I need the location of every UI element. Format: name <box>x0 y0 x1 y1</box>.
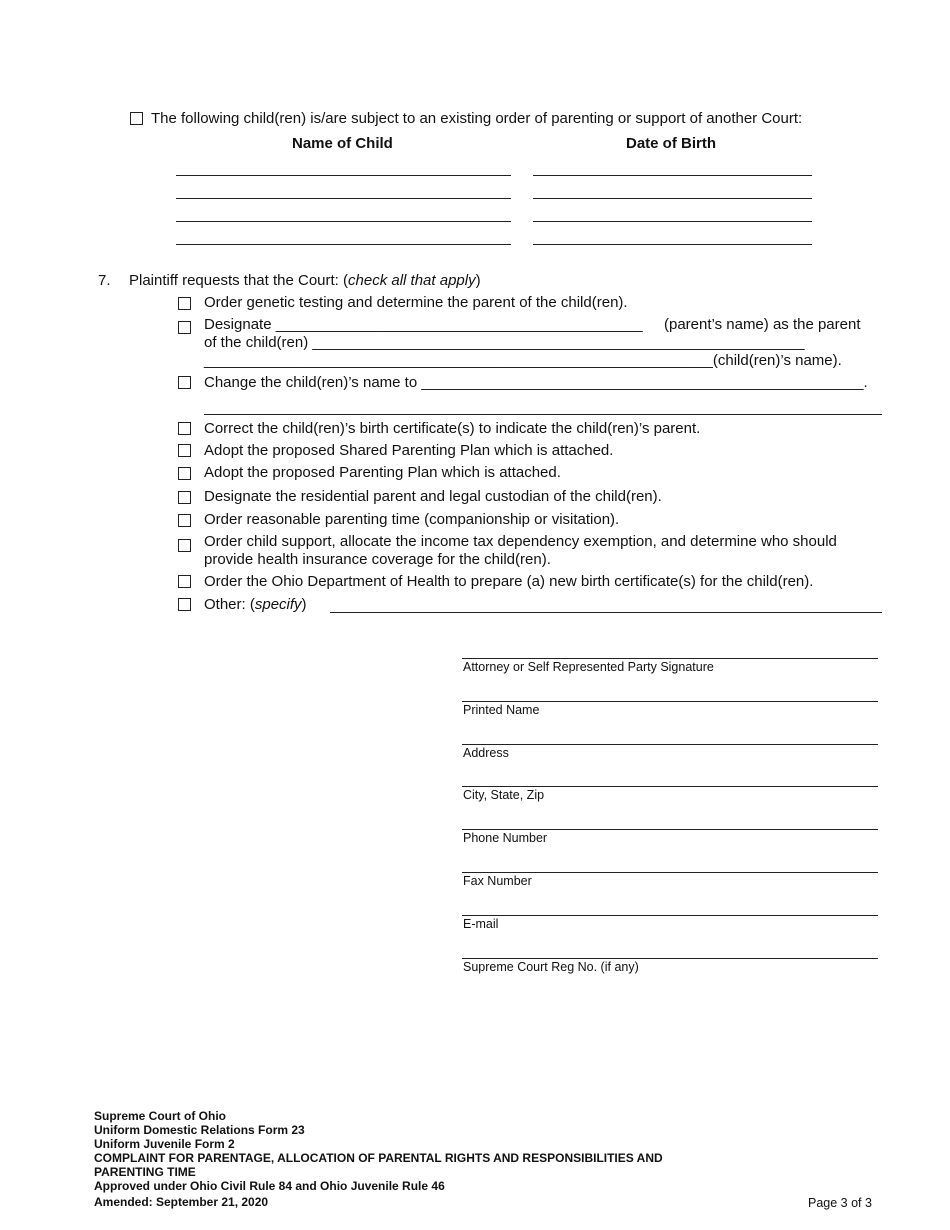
designate-parent-line: Designate ____________________________________________ <box>204 316 643 333</box>
footer-title-line-2: PARENTING TIME <box>94 1165 196 1179</box>
page-number: Page 3 of 3 <box>808 1196 872 1210</box>
shared-parenting-plan-checkbox[interactable] <box>178 444 191 457</box>
parenting-time-label: Order reasonable parenting time (companionship or visitation). <box>204 511 620 528</box>
designate-children-line: of the child(ren) ___________________________________________________________ <box>204 334 805 351</box>
child-dob-line-4[interactable] <box>533 244 812 245</box>
parenting-plan-label: Adopt the proposed Parenting Plan which is attached. <box>204 464 561 481</box>
date-of-birth-header: Date of Birth <box>626 135 716 152</box>
signature-label: Attorney or Self Represented Party Signature <box>463 660 714 674</box>
child-dob-line-1[interactable] <box>533 175 812 176</box>
child-support-label-line-2: provide health insurance coverage for the child(ren). <box>204 551 551 568</box>
name-of-child-header: Name of Child <box>292 135 393 152</box>
section-7-intro: Plaintiff requests that the Court: (check all that apply) <box>129 272 481 289</box>
child-name-line-4[interactable] <box>176 244 511 245</box>
email-line[interactable] <box>462 915 878 916</box>
change-name-extra-line[interactable] <box>204 414 882 415</box>
phone-number-label: Phone Number <box>463 831 548 845</box>
address-line[interactable] <box>462 744 878 745</box>
change-name-checkbox[interactable] <box>178 376 191 389</box>
footer-juvenile-form: Uniform Juvenile Form 2 <box>94 1137 235 1151</box>
designate-children-name-line: _____________________________________________________________(child(ren)’s name). <box>204 352 842 369</box>
footer-title-line-1: COMPLAINT FOR PARENTAGE, ALLOCATION OF PARENTAL RIGHTS AND RESPONSIBILITIES AND <box>94 1151 663 1165</box>
parenting-plan-checkbox[interactable] <box>178 467 191 480</box>
genetic-testing-checkbox[interactable] <box>178 297 191 310</box>
designate-parent-checkbox[interactable] <box>178 321 191 334</box>
new-birth-certificate-label: Order the Ohio Department of Health to prepare (a) new birth certificate(s) for the child(ren). <box>204 573 814 590</box>
footer-amended: Amended: September 21, 2020 <box>94 1195 269 1209</box>
other-checkbox[interactable] <box>178 598 191 611</box>
existing-order-checkbox[interactable] <box>130 112 143 125</box>
shared-parenting-plan-label: Adopt the proposed Shared Parenting Plan which is attached. <box>204 442 614 459</box>
fax-number-label: Fax Number <box>463 874 532 888</box>
birth-certificate-checkbox[interactable] <box>178 422 191 435</box>
printed-name-label: Printed Name <box>463 703 540 717</box>
genetic-testing-label: Order genetic testing and determine the parent of the child(ren). <box>204 294 628 311</box>
address-label: Address <box>463 746 509 760</box>
footer-dr-form: Uniform Domestic Relations Form 23 <box>94 1123 305 1137</box>
other-specify-line[interactable] <box>330 612 882 613</box>
footer-court: Supreme Court of Ohio <box>94 1109 226 1123</box>
parenting-time-checkbox[interactable] <box>178 514 191 527</box>
child-dob-line-3[interactable] <box>533 221 812 222</box>
residential-parent-label: Designate the residential parent and legal custodian of the child(ren). <box>204 488 662 505</box>
designate-parent-suffix: (parent’s name) as the parent <box>664 316 861 333</box>
child-name-line-1[interactable] <box>176 175 511 176</box>
city-state-zip-label: City, State, Zip <box>463 788 545 802</box>
birth-certificate-label: Correct the child(ren)’s birth certificate(s) to indicate the child(ren)’s parent. <box>204 420 701 437</box>
other-label: Other: (specify) <box>204 596 307 613</box>
child-name-line-3[interactable] <box>176 221 511 222</box>
footer-approval: Approved under Ohio Civil Rule 84 and Ohio Juvenile Rule 46 <box>94 1179 445 1193</box>
reg-no-label: Supreme Court Reg No. (if any) <box>463 960 639 974</box>
existing-order-text: The following child(ren) is/are subject to an existing order of parenting or support of another Court: <box>151 110 803 127</box>
email-label: E-mail <box>463 917 499 931</box>
child-support-label-line-1: Order child support, allocate the income tax dependency exemption, and determine who should <box>204 533 837 550</box>
child-name-line-2[interactable] <box>176 198 511 199</box>
section-7-number: 7. <box>98 272 111 289</box>
child-support-checkbox[interactable] <box>178 539 191 552</box>
change-name-label: Change the child(ren)’s name to _____________________________________________________. <box>204 374 868 391</box>
new-birth-certificate-checkbox[interactable] <box>178 575 191 588</box>
child-dob-line-2[interactable] <box>533 198 812 199</box>
residential-parent-checkbox[interactable] <box>178 491 191 504</box>
